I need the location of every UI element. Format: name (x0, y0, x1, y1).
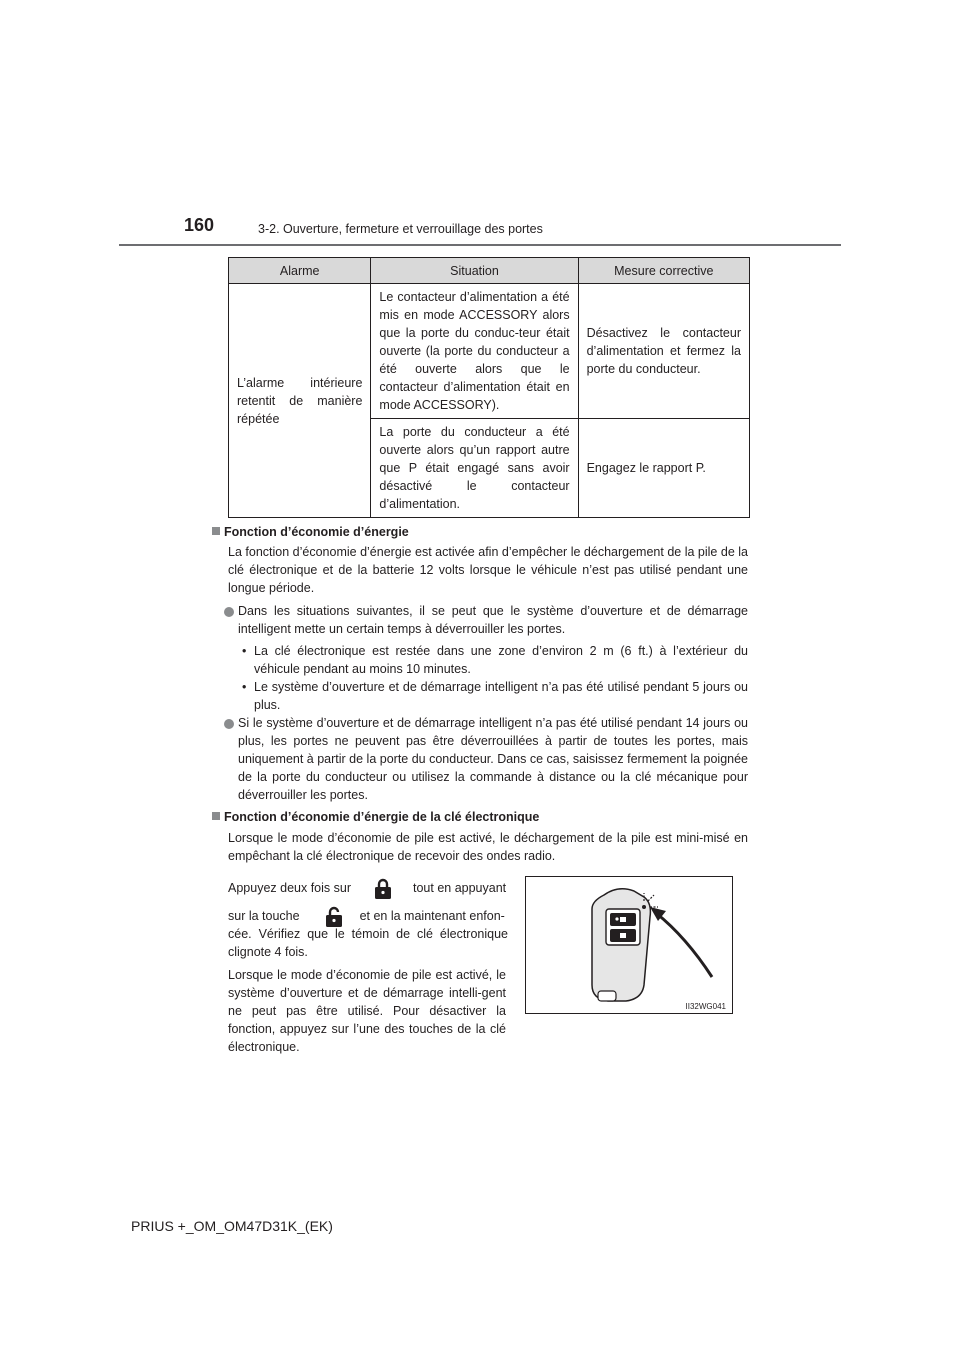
column-header-situation: Situation (371, 258, 578, 284)
alarm-table (228, 257, 750, 518)
square-bullet-icon (212, 527, 220, 535)
square-bullet-icon (212, 812, 220, 820)
section-body: Lorsque le mode d’économie de pile est activé, le déchargement de la pile est mini-misé en empêchant la clé électronique de recevoir des ondes radio. (228, 831, 748, 863)
table-header-row (229, 258, 750, 284)
sub-bullet-marker: • (242, 680, 247, 694)
situation-cell: La porte du conducteur a été ouverte alors qu’un rapport autre que P était engagé sans avoir désactivé le contacteur d’alimentation. (371, 419, 578, 518)
column-header-action: Mesure corrective (578, 258, 749, 284)
column-header-alarm: Alarme (229, 258, 371, 284)
chapter-title: 3-2. Ouverture, fermeture et verrouillage des portes (258, 222, 543, 236)
table-row (229, 284, 750, 419)
illustration-code: II32WG041 (685, 1002, 726, 1011)
alarm-cell: L’alarme intérieure retentit de manière répétée (229, 284, 371, 518)
round-bullet-icon (224, 607, 234, 617)
bullet-text: Si le système d’ouverture et de démarrage intelligent n’a pas été utilisé pendant 14 jours ou plus, les portes ne peuvent pas être déverrouillées à partir de toutes les portes, mais uniquement à partir de la porte du conducteur. Dans ce cas, saisissez fermement la poignée de la porte du conducteur ou utilisez la commande à distance ou la clé mécanique pour déverrouiller les portes. (238, 716, 749, 802)
header-divider (119, 244, 841, 246)
electronic-key-icon (526, 877, 732, 1013)
note-text: Lorsque le mode d’économie de pile est activé, le système d’ouverture et de démarrage intelli-gent ne peut pas être utilisé. Pour désactiver la fonction, appuyez sur l’une des touches de la clé électronique. (228, 968, 506, 1054)
round-bullet-icon (224, 719, 234, 729)
sub-bullet-marker: • (242, 644, 247, 658)
bullet-text: Dans les situations suivantes, il se peut que le système d’ouverture et de démarrage intelligent mette un certain temps à déverrouiller les portes. (238, 604, 748, 636)
section-body: La fonction d’économie d’énergie est activée afin d’empêcher le déchargement de la pile de la clé électronique et de la batterie 12 volts lorsque le véhicule n’est pas utilisé pendant une longue période. (228, 545, 748, 595)
sub-bullet-text: Le système d’ouverture et de démarrage intelligent n’a pas été utilisé pendant 5 jours ou plus. (254, 680, 748, 712)
situation-cell: Le contacteur d’alimentation a été mis en mode ACCESSORY alors que la porte du conduc-teur était ouverte (la porte du conducteur a été ouverte alors que le contacteur d’alimentation était en mode ACCESSORY). (371, 284, 578, 419)
document-code: PRIUS +_OM_OM47D31K_(EK) (131, 1218, 333, 1234)
electronic-key-illustration (525, 876, 733, 1014)
section-heading-key-battery-saving: Fonction d’économie d’énergie de la clé électronique (212, 810, 539, 824)
action-cell: Désactivez le contacteur d’alimentation et fermez la porte du conducteur. (578, 284, 749, 419)
page-number: 160 (184, 215, 215, 235)
section-heading-energy-saving: Fonction d’économie d’énergie (212, 525, 409, 539)
instruction-line: Appuyez deux fois sur tout en appuyant (228, 877, 508, 900)
instruction-line: sur la touche et en la maintenant enfon- (228, 905, 508, 928)
sub-bullet-text: La clé électronique est restée dans une zone d’environ 2 m (6 ft.) à l’extérieur du véhicule pendant au moins 10 minutes. (254, 644, 748, 676)
action-cell: Engagez le rapport P. (578, 419, 749, 518)
lock-button-icon (371, 878, 395, 900)
instruction-text: cée. Vérifiez que le témoin de clé électronique clignote 4 fois. (228, 927, 508, 959)
